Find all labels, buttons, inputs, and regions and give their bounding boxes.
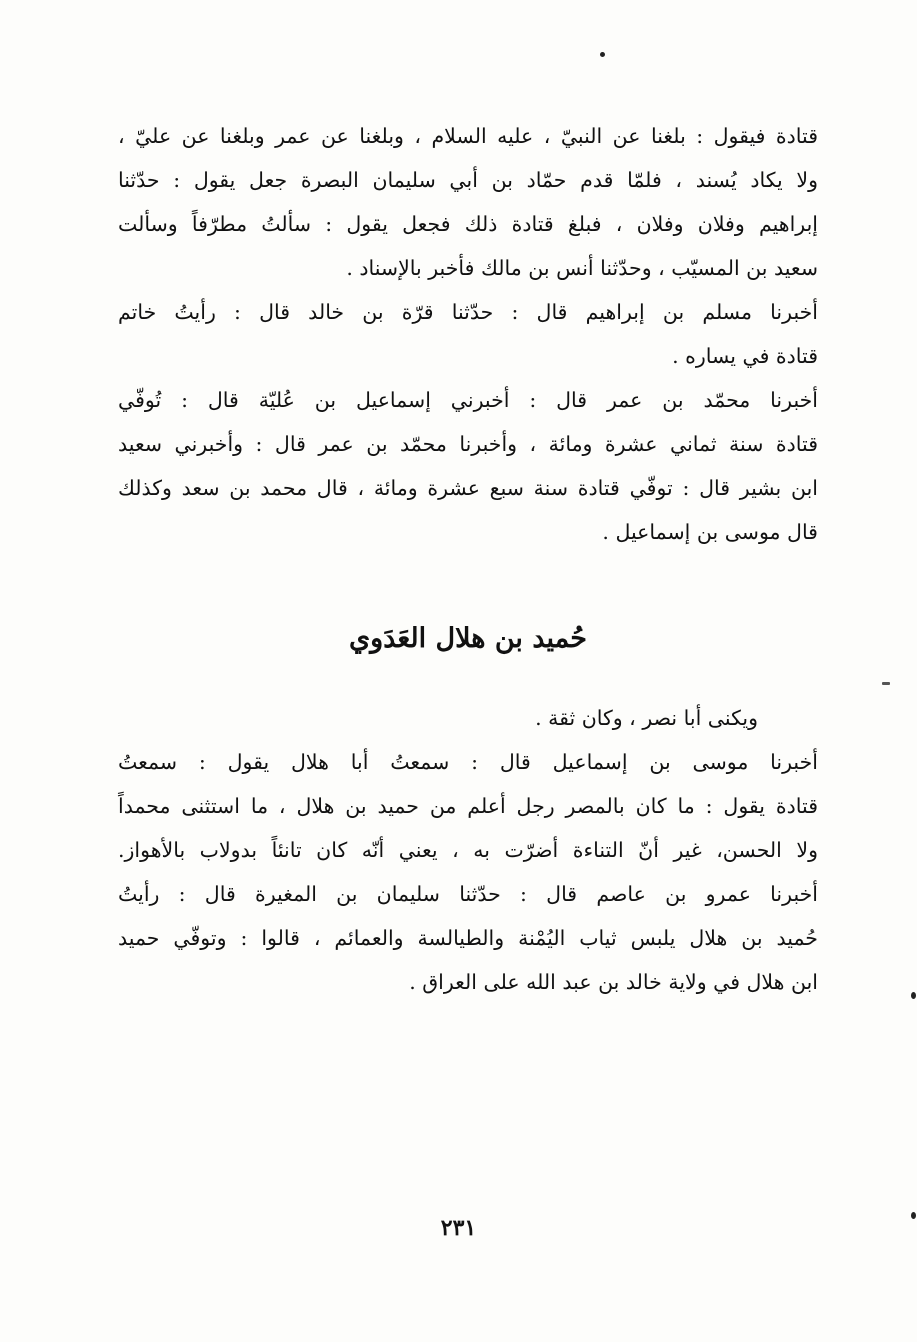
- text-line: إبراهيم وفلان وفلان ، فبلغ قتادة ذلك فجعل يقول : سألتُ مطرّفاً وسألت: [118, 212, 818, 236]
- text-line: أخبرنا محمّد بن عمر قال : أخبرني إسماعيل بن عُليّة قال : تُوفّي: [118, 388, 818, 412]
- page-number: ٢٣١: [440, 1215, 477, 1241]
- ink-mark: [882, 682, 890, 685]
- text-line: قتادة يقول : ما كان بالمصر رجل أعلم من حميد بن هلال ، ما استثنى محمداً: [118, 794, 818, 818]
- section-2-text: [118, 696, 818, 1004]
- text-line: ولا الحسن، غير أنّ التناءة أضرّت به ، يعني أنّه كان تانئاً بدولاب بالأهواز.: [118, 838, 818, 862]
- section-1-text: [118, 114, 818, 554]
- text-line: أخبرنا مسلم بن إبراهيم قال : حدّثنا قرّة بن خالد قال : رأيتُ خاتم: [118, 300, 818, 324]
- text-line: قال موسى بن إسماعيل .: [602, 520, 818, 544]
- text-line: ابن هلال في ولاية خالد بن عبد الله على العراق .: [409, 970, 818, 994]
- text-line: ويكنى أبا نصر ، وكان ثقة .: [535, 706, 758, 730]
- text-line: قتادة سنة ثماني عشرة ومائة ، وأخبرنا محمّد بن عمر قال : وأخبرني سعيد: [118, 432, 818, 456]
- text-line: حُميد بن هلال يلبس ثياب اليُمْنة والطيالسة والعمائم ، قالوا : وتوفّي حميد: [118, 926, 818, 950]
- text-line: قتادة فيقول : بلغنا عن النبيّ ، عليه السلام ، وبلغنا عن عمر وبلغنا عن عليّ ،: [118, 124, 818, 148]
- text-line: ولا يكاد يُسند ، فلمّا قدم حمّاد بن أبي سليمان البصرة جعل يقول : حدّثنا: [118, 168, 818, 192]
- ink-dot: [600, 52, 605, 57]
- section-heading: حُميد بن هلال العَدَوي: [349, 623, 587, 654]
- text-line: سعيد بن المسيّب ، وحدّثنا أنس بن مالك فأخبر بالإسناد .: [346, 256, 818, 280]
- text-line: أخبرنا عمرو بن عاصم قال : حدّثنا سليمان بن المغيرة قال : رأيتُ: [118, 882, 818, 906]
- page-edge-mark: [911, 992, 916, 999]
- text-line: أخبرنا موسى بن إسماعيل قال : سمعتُ أبا هلال يقول : سمعتُ: [118, 750, 818, 774]
- text-line: ابن بشير قال : توفّي قتادة سنة سبع عشرة ومائة ، قال محمد بن سعد وكذلك: [118, 476, 818, 500]
- text-line: قتادة في يساره .: [672, 344, 818, 368]
